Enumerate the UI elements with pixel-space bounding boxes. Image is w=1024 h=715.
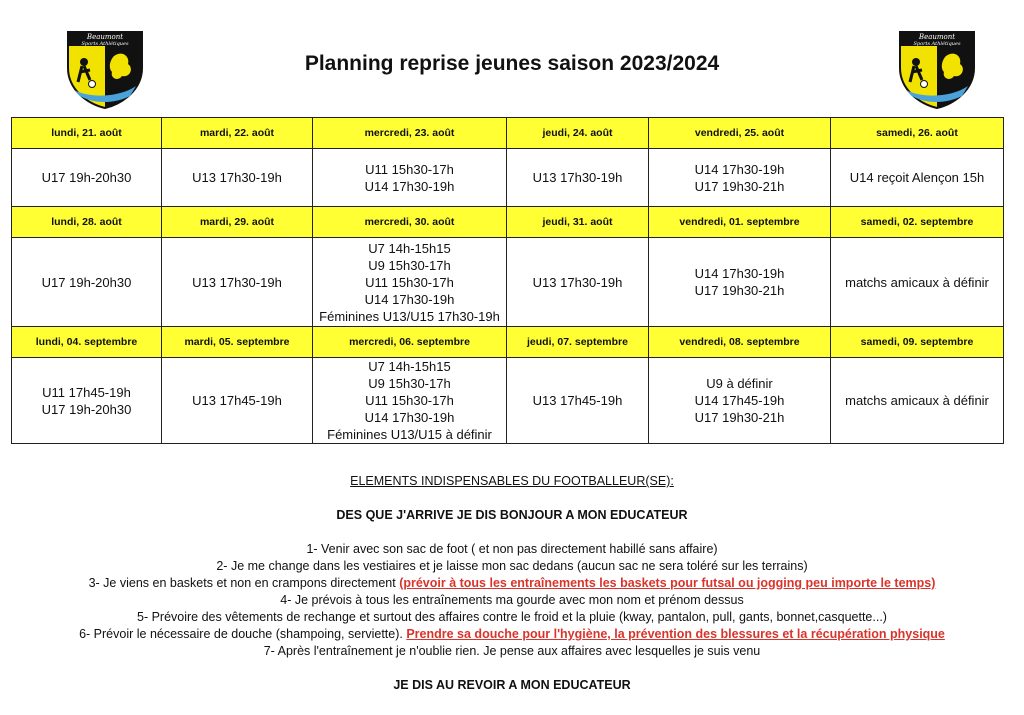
- session-entry: U17 19h30-21h: [694, 283, 785, 298]
- session-entry: U13 17h45-19h: [192, 393, 282, 408]
- session-entry: U13 17h30-19h: [532, 274, 623, 290]
- session-entry: U11 15h30-17h: [365, 393, 454, 408]
- rule-2: 2- Je me change dans les vestiaires et je laisse mon sac dedans (aucun sac ne sera toléré sur les terrains): [216, 559, 808, 573]
- session-entry: U17 19h-20h30: [41, 170, 132, 185]
- day-header: vendredi, 08. septembre: [649, 327, 831, 358]
- session-entry: U13 17h30-19h: [192, 274, 282, 290]
- rule-3-note: (prévoir à tous les entraînements les baskets pour futsal ou jogging peu importe le temps): [399, 576, 936, 590]
- day-header: samedi, 02. septembre: [831, 207, 1004, 238]
- day-header: jeudi, 24. août: [507, 118, 649, 149]
- session-entry: U14 17h30-19h: [364, 291, 455, 307]
- rule-3-text: 3- Je viens en baskets et non en crampons directement: [88, 576, 400, 590]
- session-cell: [507, 358, 649, 444]
- session-cell: [649, 358, 831, 444]
- day-header: samedi, 26. août: [831, 118, 1004, 149]
- session-entry: U13 17h30-19h: [532, 170, 623, 185]
- session-entry: U14 17h30-19h: [364, 178, 455, 194]
- session-entry: matchs amicaux à définir: [845, 274, 989, 290]
- sessions-row: [12, 238, 1004, 327]
- day-header: mardi, 29. août: [162, 207, 313, 238]
- session-cell: [313, 149, 507, 207]
- session-entry: U17 19h30-21h: [694, 178, 785, 194]
- session-cell: [507, 149, 649, 207]
- session-entry: U17 19h30-21h: [694, 410, 785, 425]
- sessions-row: [12, 358, 1004, 444]
- session-cell: [313, 358, 507, 444]
- session-entry: matchs amicaux à définir: [845, 393, 989, 408]
- rule-6-text: 6- Prévoir le nécessaire de douche (shampoing, serviette).: [79, 627, 407, 641]
- rules-heading: ELEMENTS INDISPENSABLES DU FOOTBALLEUR(SE):: [350, 474, 674, 488]
- day-header: vendredi, 25. août: [649, 118, 831, 149]
- session-entry: U13 17h30-19h: [192, 170, 282, 185]
- day-header: jeudi, 07. septembre: [507, 327, 649, 358]
- day-header: samedi, 09. septembre: [831, 327, 1004, 358]
- session-entry: U14 17h30-19h: [694, 266, 785, 281]
- day-header: lundi, 21. août: [12, 118, 162, 149]
- session-entry: U14 reçoit Alençon 15h: [849, 170, 985, 185]
- session-entry: U7 14h-15h15: [368, 359, 451, 374]
- session-entry: U9 à définir: [706, 376, 773, 391]
- crest-subtitle: Sports Athlétiques: [913, 41, 961, 47]
- day-header: mercredi, 23. août: [313, 118, 507, 149]
- session-entry: U7 14h-15h15: [368, 240, 451, 256]
- day-header: vendredi, 01. septembre: [649, 207, 831, 238]
- session-cell: [12, 358, 162, 444]
- day-header: jeudi, 31. août: [507, 207, 649, 238]
- session-entry: Féminines U13/U15 17h30-19h: [319, 308, 500, 324]
- rule-7: 7- Après l'entraînement je n'oublie rien. Je pense aux affaires avec lesquelles je suis venu: [263, 644, 761, 658]
- day-header: mardi, 05. septembre: [162, 327, 313, 358]
- session-cell: [649, 238, 831, 327]
- crest-name: Beaumont: [86, 33, 124, 41]
- page-title: Planning reprise jeunes saison 2023/2024: [304, 52, 720, 75]
- session-cell: [162, 358, 313, 444]
- session-entry: U9 15h30-17h: [368, 257, 451, 273]
- session-cell: [831, 238, 1004, 327]
- session-cell: [649, 149, 831, 207]
- day-header: lundi, 04. septembre: [12, 327, 162, 358]
- session-entry: U14 17h45-19h: [694, 393, 785, 408]
- session-entry: U11 15h30-17h: [365, 274, 454, 290]
- farewell-rule: JE DIS AU REVOIR A MON EDUCATEUR: [393, 678, 631, 692]
- rule-6: [0, 626, 1024, 643]
- day-header: mercredi, 06. septembre: [313, 327, 507, 358]
- session-entry: U11 17h45-19h: [42, 384, 131, 400]
- session-cell: [831, 149, 1004, 207]
- session-entry: U17 19h-20h30: [41, 274, 132, 290]
- greeting-rule: DES QUE J'ARRIVE JE DIS BONJOUR A MON EDUCATEUR: [336, 508, 688, 522]
- rule-4: 4- Je prévois à tous les entraînements ma gourde avec mon nom et prénom dessus: [280, 593, 744, 607]
- session-cell: [162, 149, 313, 207]
- rule-5: 5- Prévoire des vêtements de rechange et surtout des affaires contre le froid et la pluie (kway, pantalon, pull, gants, bonnet,casquette...): [137, 610, 887, 624]
- sessions-row: [12, 149, 1004, 207]
- session-entry: U11 15h30-17h: [365, 161, 454, 177]
- session-cell: [12, 149, 162, 207]
- week-header-row: [12, 207, 1004, 238]
- session-entry: U14 17h30-19h: [694, 161, 785, 177]
- week-header-row: [12, 118, 1004, 149]
- session-cell: [831, 358, 1004, 444]
- session-entry: U13 17h45-19h: [532, 393, 623, 408]
- week-header-row: [12, 327, 1004, 358]
- day-header: mardi, 22. août: [162, 118, 313, 149]
- schedule-table: [11, 117, 1004, 444]
- session-entry: U17 19h-20h30: [41, 401, 132, 417]
- session-cell: [313, 238, 507, 327]
- rule-3: [0, 575, 1024, 592]
- session-cell: [162, 238, 313, 327]
- session-entry: Féminines U13/U15 à définir: [327, 427, 492, 442]
- session-cell: [507, 238, 649, 327]
- rules-section: [0, 473, 1024, 694]
- day-header: lundi, 28. août: [12, 207, 162, 238]
- rule-6-note: Prendre sa douche pour l'hygiène, la prévention des blessures et la récupération physique: [406, 627, 945, 641]
- session-entry: U9 15h30-17h: [368, 376, 451, 391]
- session-cell: [12, 238, 162, 327]
- crest-name: Beaumont: [918, 33, 956, 41]
- rule-1: 1- Venir avec son sac de foot ( et non pas directement habillé sans affaire): [306, 542, 718, 556]
- session-entry: U14 17h30-19h: [364, 410, 455, 425]
- day-header: mercredi, 30. août: [313, 207, 507, 238]
- crest-subtitle: Sports Athlétiques: [81, 41, 129, 47]
